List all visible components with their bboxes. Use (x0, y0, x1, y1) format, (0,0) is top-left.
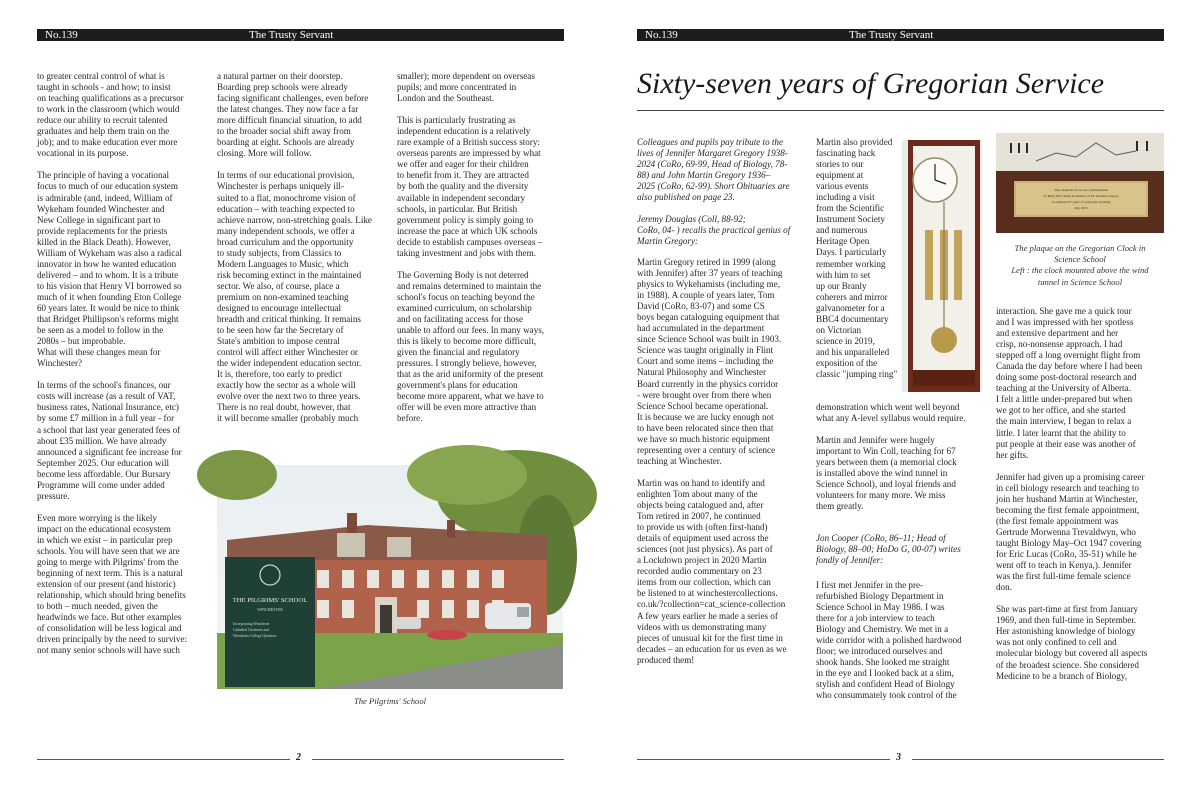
right-page-number: 3 (896, 752, 901, 763)
plaque-photo-caption: The plaque on the Gregorian Clock in Science School Left : the clock mounted above the wind tunnel in Science School (1011, 243, 1149, 287)
publication-name: The Trusty Servant (249, 29, 334, 41)
left-running-header (37, 29, 564, 41)
left-page-number: 2 (296, 752, 301, 763)
gregorian-clock-photo (902, 140, 982, 392)
right-column-3: interaction. She gave me a quick tour and I was impressed with her spotless and extensive department and her crisp, no-nonsense approach. I had stepped off a long overnight flight from Canada the day before where I had been doing some post-doctoral research and teaching at the University of Alberta. I felt a little under-prepared but when we got to her office, and she started the main interview, I began to relax a little. I later learnt that the ability to put people at their ease was another of her gifts. Jennifer had given up a promising career in cell biology research and teaching to join her husband Martin at Winchester, becoming the first female appointment, (the first female appointment was Gertrude Morwenna Trevaldwyn, who taught Biology May–Oct 1947 covering for Eric Lucas (CoRo, 35-51) while he went off to teach in Kenya,). Jennifer was the first full-time female science don. She was part-time at first from January 1969, and then full-time in September. Her astonishing knowledge of biology was not only confined to cell and molecular biology but covered all aspects of the broadest science. She considered Medicine to be a branch of Biology, (996, 306, 1148, 681)
svg-text:Winchester College Quiristers: Winchester College Quiristers (233, 634, 277, 638)
left-column-3: smaller); more dependent on overseas pupils; and more concentrated in London and the Southeast. This is particularly frustrating as independent education is a relatively rare example of a British success story: overseas parents are impressed by what we offer and eager for their children to benefit from it. They are attracted by both the quality and the diversity available in independent secondary schools, in particular. But British government policy is simply going to increase the pace at which UK schools decide to establish campuses overseas – taking investment and jobs with them. The Governing Body is not deterred and remains determined to maintain the school's focus on teaching beyond the examined curriculum, on scholarship and on facilitating access for those unable to afford our fees. In many ways, this is likely to become more difficult, given the financial and regulatory pressures. I strongly believe, however, that as the arid uniformity of the present government's plans for education become more apparent, what we have to offer will be even more attractive than before. (397, 71, 545, 424)
svg-text:by Beng Wei Chuan in memory of: by Beng Wei Chuan in memory of Dr Jennifer Gregory (1043, 194, 1119, 198)
left-footer-rule-left (37, 759, 290, 760)
article-intro: Colleagues and pupils pay tribute to the lives of Jennifer Margaret Gregory 1938- 2024 (CoRo, 69-99, Head of Biology, 78- 88) and John Martin Gregory 1936– 2025 (CoRo, 62-99). Short Obituaries are also published on page 23. Jeremy Douglas (Coll, 88-92; CoRo, 04- ) recalls the practical genius of Martin Gregory: (637, 137, 791, 247)
right-column-2-narrow: Martin also provided fascinating back stories to our equipment at various events including a visit from the Scientific Instrument Society and numerous Heritage Open Days. I particularly remember working with him to set up our Branly coherers and mirror galvanometer for a BBC4 documentary on Victorian science in 2019, and his unparalleled exposition of the classic "jumping ring" (816, 137, 898, 379)
left-column-1: to greater central control of what is taught in schools - and how; to insist on teaching qualifications as a precursor to work in the classroom (which would reduce our ability to recruit talented graduates and help them train on the job); and to make education ever more vocational in its purpose. The principle of having a vocational focus to much of our education system is admirable (and, indeed, William of Wykeham founded Winchester and New College in significant part to provide replacements for the priests killed in the Black Death). However, William of Wykeham was also a radical innovator in how he wanted education delivered – and to whom. It is a tribute to his vision that Henry VI borrowed so much of it when founding Eton College 60 years later. It would be nice to think that Bridget Phillipson's reforms might be seen as a model to follow in the 2080s – but improbable. What will these changes mean for Winchester? In terms of the school's finances, our costs will increase (as a result of VAT, business rates, National Insurance, etc) by some £7 million in a full year - for a school that last year generated fees of about £35 million. We have already announced a significant fee increase for September 2025. Our education will become less affordable. Our Bursary Programme will come under added pressure. Even more worrying is the likely impact on the educational ecosystem in which we exist – in particular prep schools. You will have seen that we are going to merge with Pilgrims' from the beginning of next term. This is a natural extension of our present (and historic) relationship, which should bring benefits to both – much needed, given the headwinds we face. But other examples of consolidation will be less logical and driven principally by the need to survive: not many senior schools will have such (37, 71, 188, 656)
clock-illustration (902, 140, 982, 392)
svg-text:to celebrate 67 years of Grego: to celebrate 67 years of Gregorian teaching (1051, 200, 1111, 204)
publication-name: The Trusty Servant (849, 29, 934, 41)
right-column-2-wide: demonstration which went well beyond what any A-level syllabus would require. Martin and Jennifer were hugely important to Win Coll, teaching for 67 years between them (a memorial clock is installed above the wind tunnel in Science School), and loyal friends and volunteers for many more. We miss them greatly. (816, 402, 966, 512)
clock-plaque-photo (996, 133, 1164, 233)
pilgrims-school-photo (217, 465, 563, 689)
left-footer-rule-right (312, 759, 564, 760)
title-rule (637, 110, 1164, 111)
pilgrims-school-illustration (217, 465, 563, 689)
svg-text:Cathedral Choristers and: Cathedral Choristers and (233, 628, 269, 632)
right-running-header (637, 29, 1164, 41)
sign-title: THE PILGRIMS' SCHOOL (232, 597, 308, 604)
plaque-illustration (996, 133, 1164, 233)
svg-text:Incorporating Winchester: Incorporating Winchester (233, 622, 270, 626)
issue-number: No.139 (45, 29, 78, 41)
pilgrims-photo-caption: The Pilgrims' School (353, 696, 427, 706)
right-footer-rule-left (637, 759, 890, 760)
right-column-1: Martin Gregory retired in 1999 (along with Jennifer) after 37 years of teaching physics to Wykehamists (including me, in 1988). A couple of years later, Tom David (CoRo, 83-07) and some CS boys began cataloguing equipment that had accumulated in the department since Science School was built in 1903. Science was taught originally in Flint Court and some items – including the Natural Philosophy and Winchester Board currently in the physics corridor - were brought over from there when Science School became operational. It is because we are lucky enough not to have been relocated since then that we have so much historic equipment representing over a century of science teaching at Winchester. Martin was on hand to identify and enlighten Tom about many of the objects being catalogued and, after Tom retired in 2007, he continued to provide us with (often first-hand) details of equipment used across the sciences (not just physics). As part of a Lockdown project in 2020 Martin recorded audio commentary on 23 items from our collection, which can be listened to at winchestercollections. co.uk/?collection=cat_science-collection A few years earlier he made a series of videos with us demonstrating many pieces of unusual kit for the first time in decades – an education for us even as we produced them! (637, 257, 787, 665)
svg-text:This exquisite clock was commi: This exquisite clock was commissioned (1054, 188, 1108, 192)
right-footer-rule-right (912, 759, 1164, 760)
svg-text:July 2025: July 2025 (1074, 206, 1088, 210)
article-title: Sixty-seven years of Gregorian Service (637, 67, 1105, 100)
left-column-2: a natural partner on their doorstep. Boarding prep schools were already facing significant challenges, even before the latest changes. They now face a far more difficult financial situation, to add to the broader social shift away from boarding at eight. Schools are already closing. More will follow. In terms of our educational provision, Winchester is perhaps uniquely ill- suited to a flat, monochrome vision of education – with teaching expected to achieve narrow, non-stretching goals. Like many independent schools, we offer a broad curriculum and the opportunity to study subjects, from Classics to Modern Languages to Music, which risk becoming extinct in the maintained sector. We also, of course, place a premium on non-examined teaching designed to encourage intellectual breadth and critical thinking. It remains to be seen how far the Secretary of State's ambition to impose central control will affect either Winchester or the wider independent education sector. It is, therefore, too early to predict exactly how the sector as a whole will evolve over the next two to three years. There is no real doubt, however, that it will become smaller (probably much (217, 71, 372, 424)
sign-subtitle: WINCHESTER (257, 607, 283, 612)
jon-cooper-byline: Jon Cooper (CoRo, 86–11; Head of Biology, 88–00; HoDo G, 00-07) writes fondly of Jennifer: (816, 533, 961, 566)
right-column-2-tail: I first met Jennifer in the pre- refurbished Biology Department in Science School in May 1986. I was there for a job interview to teach Biology and Chemistry. We met in a wide corridor with a polished hardwood floor; we introduced ourselves and shook hands. She looked me straight in the eye and I looked back at a slim, stylish and confident Head of Biology who consummately took control of the (816, 580, 962, 701)
right-page (600, 0, 1200, 786)
issue-number: No.139 (645, 29, 678, 41)
